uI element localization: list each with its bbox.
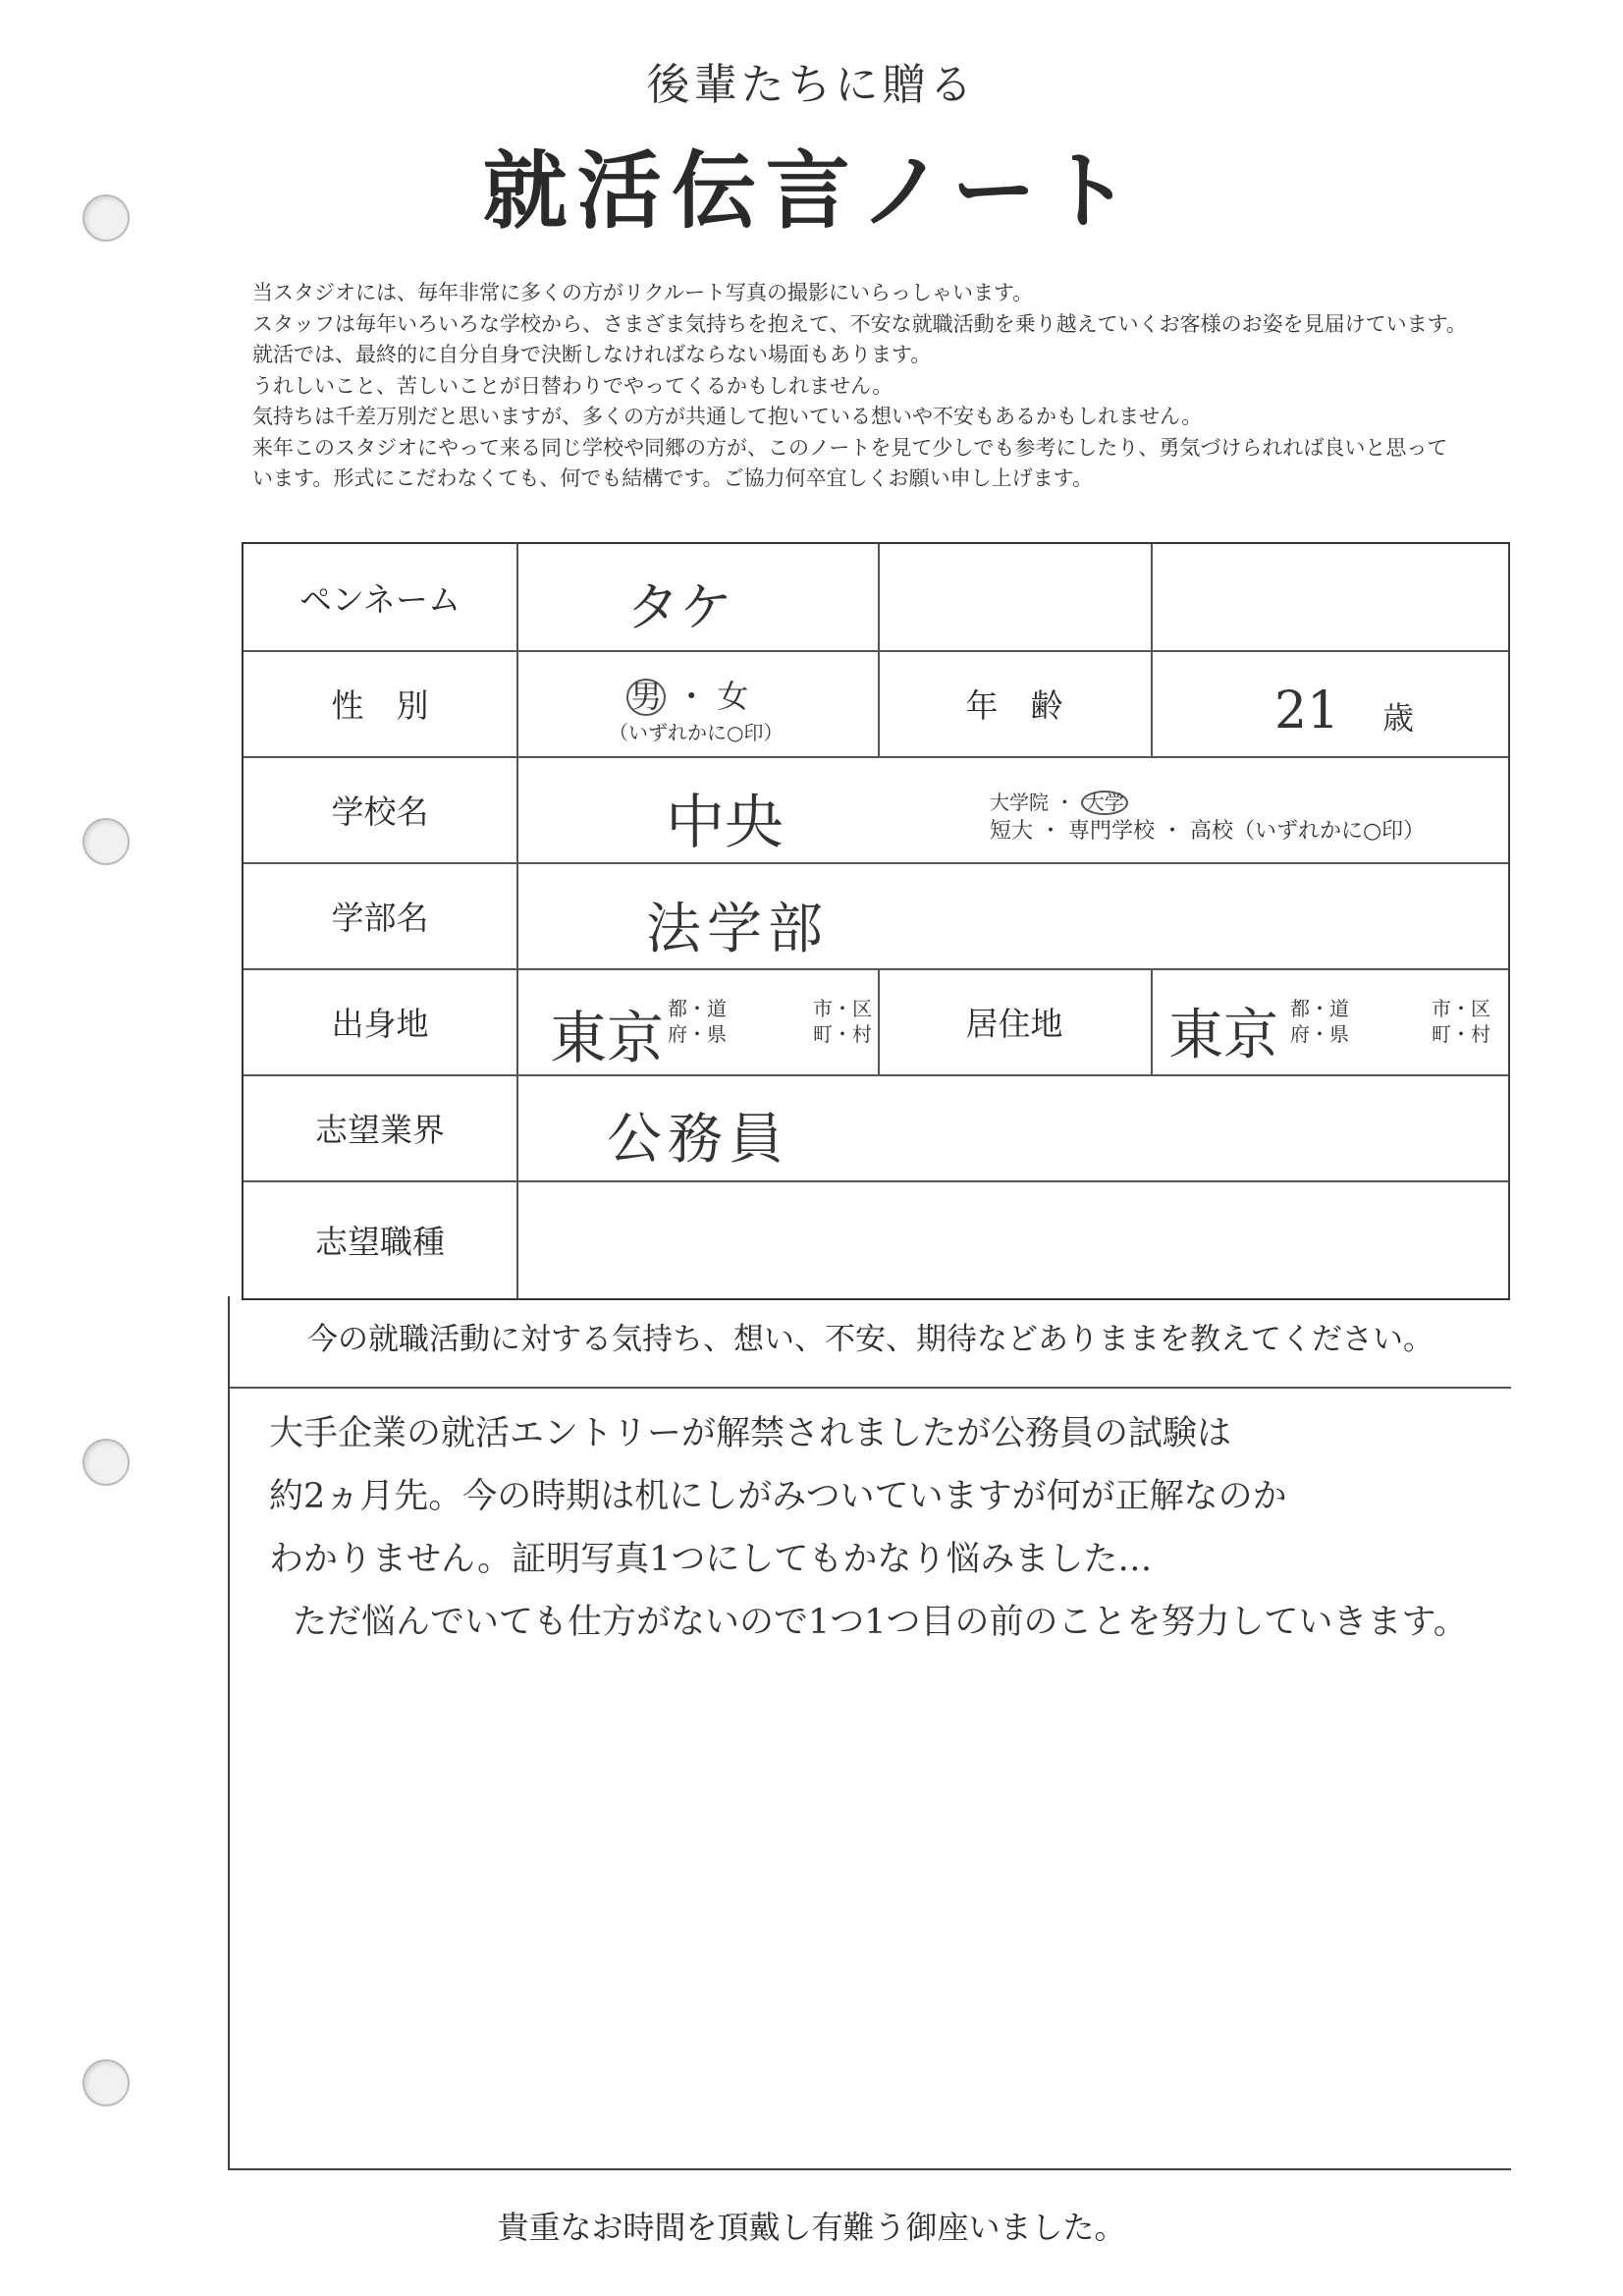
- intro-line: 気持ちは千差万別だと思いますが、多くの方が共通して抱いている想いや不安もあるかもしれません。: [252, 405, 1203, 428]
- residence-value: 東京: [1168, 1004, 1278, 1067]
- column-divider: [1151, 544, 1153, 756]
- industry-value: 公務員: [607, 1108, 789, 1172]
- industry-label: 志望業界: [315, 1110, 445, 1149]
- answer-line: ただ悩んでいても仕方がないので1つ1つ目の前のことを努力していきます。: [293, 1603, 1468, 1642]
- faculty-value: 法学部: [646, 898, 829, 961]
- pen-name-value: タケ: [626, 576, 732, 638]
- gender-separator: ・: [676, 678, 708, 715]
- intro-line: 当スタジオには、毎年非常に多くの方がリクルート写真の撮影にいらっしゃいます。: [252, 281, 1034, 304]
- hometown-value: 東京: [550, 1005, 665, 1071]
- intro-line: 来年このスタジオにやって来る同じ学校や同郷の方が、このノートを見て少しでも参考にしたり、勇気づけられれば良いと思って: [252, 435, 1448, 460]
- gender-label: 性 別: [331, 685, 429, 725]
- column-divider: [1151, 968, 1153, 1074]
- age-value: 21: [1274, 682, 1340, 740]
- age-unit: 歳: [1382, 699, 1415, 737]
- answer-line: わかりません。証明写真1つにしてもかなり悩みました…: [269, 1540, 1153, 1579]
- feelings-answer: [269, 1402, 1468, 1654]
- job-type-label: 志望職種: [315, 1222, 445, 1261]
- profile-form: [242, 542, 1510, 1300]
- answer-line: 約2ヵ月先。今の時期は机にしがみついていますが何が正解なのか: [269, 1477, 1287, 1516]
- faculty-label: 学部名: [331, 898, 429, 937]
- residence-pref-suffix: 都・道 府・県: [1290, 997, 1349, 1046]
- label-column-divider: [516, 544, 518, 1298]
- hometown-city-suffix: 市・区 町・村: [813, 997, 872, 1046]
- residence-label: 居住地: [965, 1004, 1063, 1043]
- binder-hole: [82, 2059, 130, 2106]
- school-type-university: 大学: [1081, 791, 1128, 815]
- residence-city-suffix: 市・区 町・村: [1432, 997, 1490, 1046]
- hometown-label: 出身地: [331, 1004, 429, 1043]
- feelings-divider: [230, 1387, 1511, 1389]
- gender-female: 女: [717, 678, 749, 715]
- school-value: 中央: [666, 789, 784, 857]
- intro-line: スタッフは毎年いろいろな学校から、さまざま気持ちを抱えて、不安な就職活動を乗り越えていくお客様のお姿を見届けています。: [252, 311, 1467, 336]
- footer-thanks: 貴重なお時間を頂戴し有難う御座いました。: [497, 2209, 1126, 2246]
- feelings-question: 今の就職活動に対する気持ち、想い、不安、期待などありままを教えてください。: [307, 1322, 1434, 1357]
- school-type-separator: ・: [1055, 791, 1075, 814]
- binder-hole: [82, 1439, 130, 1486]
- binder-hole: [82, 818, 130, 865]
- feelings-section: [228, 1296, 1511, 2170]
- hometown-pref-suffix: 都・道 府・県: [668, 997, 727, 1046]
- form-right-border: [1508, 544, 1510, 1298]
- age-label: 年 齢: [965, 685, 1063, 725]
- school-type-options: [990, 790, 1128, 815]
- intro-line: 就活では、最終的に自分自身で決断しなければならない場面もあります。: [252, 343, 932, 366]
- gender-options: [626, 672, 748, 717]
- intro-text: [252, 278, 1588, 495]
- school-type-graduate: 大学院: [990, 791, 1049, 814]
- gender-note: （いずれかに○印）: [609, 721, 784, 744]
- page-subtitle: 後輩たちに贈る: [646, 60, 977, 110]
- page-title: 就活伝言ノート: [482, 142, 1141, 241]
- answer-line: 大手企業の就活エントリーが解禁されましたが公務員の試験は: [269, 1414, 1232, 1453]
- school-label: 学校名: [331, 792, 429, 831]
- gender-male: 男: [626, 679, 666, 716]
- intro-line: うれしいこと、苦しいことが日替わりでやってくるかもしれません。: [252, 373, 893, 398]
- school-type-options-line2: 短大 ・ 専門学校 ・ 高校（いずれかに○印）: [990, 819, 1426, 844]
- pen-name-label: ペンネーム: [298, 579, 460, 619]
- intro-line: います。形式にこだわなくても、何でも結構です。ご協力何卒宜しくお願い申し上げます。: [252, 466, 1093, 490]
